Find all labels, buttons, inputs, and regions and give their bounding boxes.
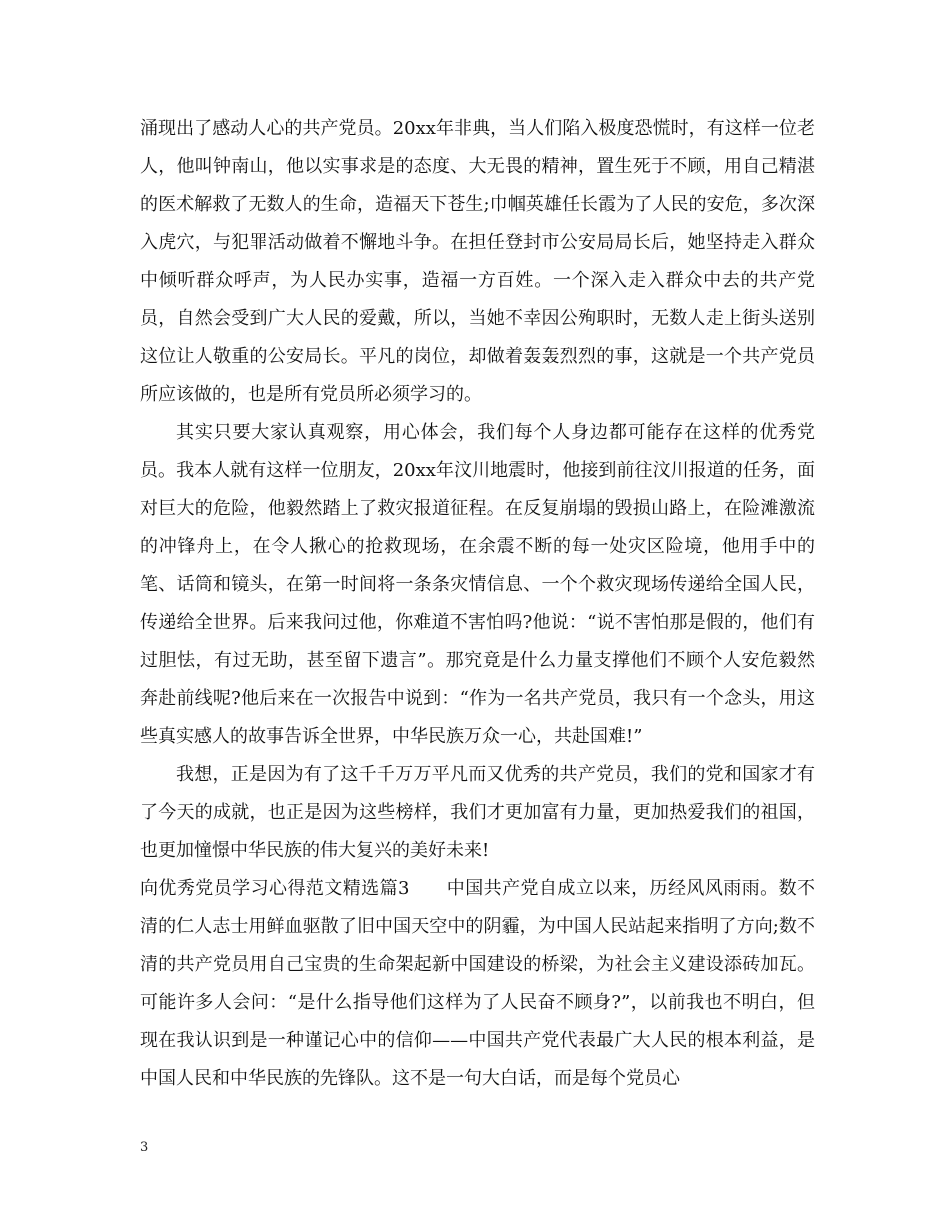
paragraph-4: 向优秀党员学习心得范文精选篇3 中国共产党自成立以来，历经风风雨雨。数不清的仁人志士用鲜血驱散了旧中国天空中的阴霾，为中国人民站起来指明了方向;数不清的共产党员用自己宝贵的生命架起新中国建设的桥梁，为社会主义建设添砖加瓦。可能许多人会问：“是什么指导他们这样为了人民奋不顾身?”，以前我也不明白，但现在我认识到是一种谨记心中的信仰——中国共产党代表最广大人民的根本利益，是中国人民和中华民族的先锋队。这不是一句大白话，而是每个党员心 (140, 878, 815, 1089)
paragraph-1: 涌现出了感动人心的共产党员。20xx年非典，当人们陷入极度恐慌时，有这样一位老人，他叫钟南山，他以实事求是的态度、大无畏的精神，置生死于不顾，用自己精湛的医术解救了无数人的生命，造福天下苍生;巾帼英雄任长霞为了人民的安危，多次深入虎穴，与犯罪活动做着不懈地斗争。在担任登封市公安局局长后，她坚持走入群众中倾听群众呼声，为人民办实事，造福一方百姓。一个深入走入群众中去的共产党员，自然会受到广大人民的爱戴，所以，当她不幸因公殉职时，无数人走上街头送别这位让人敬重的公安局长。平凡的岗位，却做着轰轰烈烈的事，这就是一个共产党员所应该做的，也是所有党员所必须学习的。 (140, 118, 815, 405)
body-text (140, 110, 815, 1098)
paragraph-2: 其实只要大家认真观察，用心体会，我们每个人身边都可能存在这样的优秀党员。我本人就有这样一位朋友，20xx年汶川地震时，他接到前往汶川报道的任务，面对巨大的危险，他毅然踏上了救灾报道征程。在反复崩塌的毁损山路上，在险滩激流的冲锋舟上，在令人揪心的抢救现场，在余震不断的每一处灾区险境，他用手中的笔、话筒和镜头，在第一时间将一条条灾情信息、一个个救灾现场传递给全国人民，传递给全世界。后来我问过他，你难道不害怕吗?他说：“说不害怕那是假的，他们有过胆怯，有过无助，甚至留下遗言”。那究竟是什么力量支撑他们不顾个人安危毅然奔赴前线呢?他后来在一次报告中说到：“作为一名共产党员，我只有一个念头，用这些真实感人的故事告诉全世界，中华民族万众一心，共赴国难!” (140, 422, 815, 747)
paragraph-3: 我想，正是因为有了这千千万万平凡而又优秀的共产党员，我们的党和国家才有了今天的成就，也正是因为这些榜样，我们才更加富有力量，更加热爱我们的祖国，也更加憧憬中华民族的伟大复兴的美好未来! (140, 764, 815, 861)
page-number: 3 (140, 1140, 149, 1155)
